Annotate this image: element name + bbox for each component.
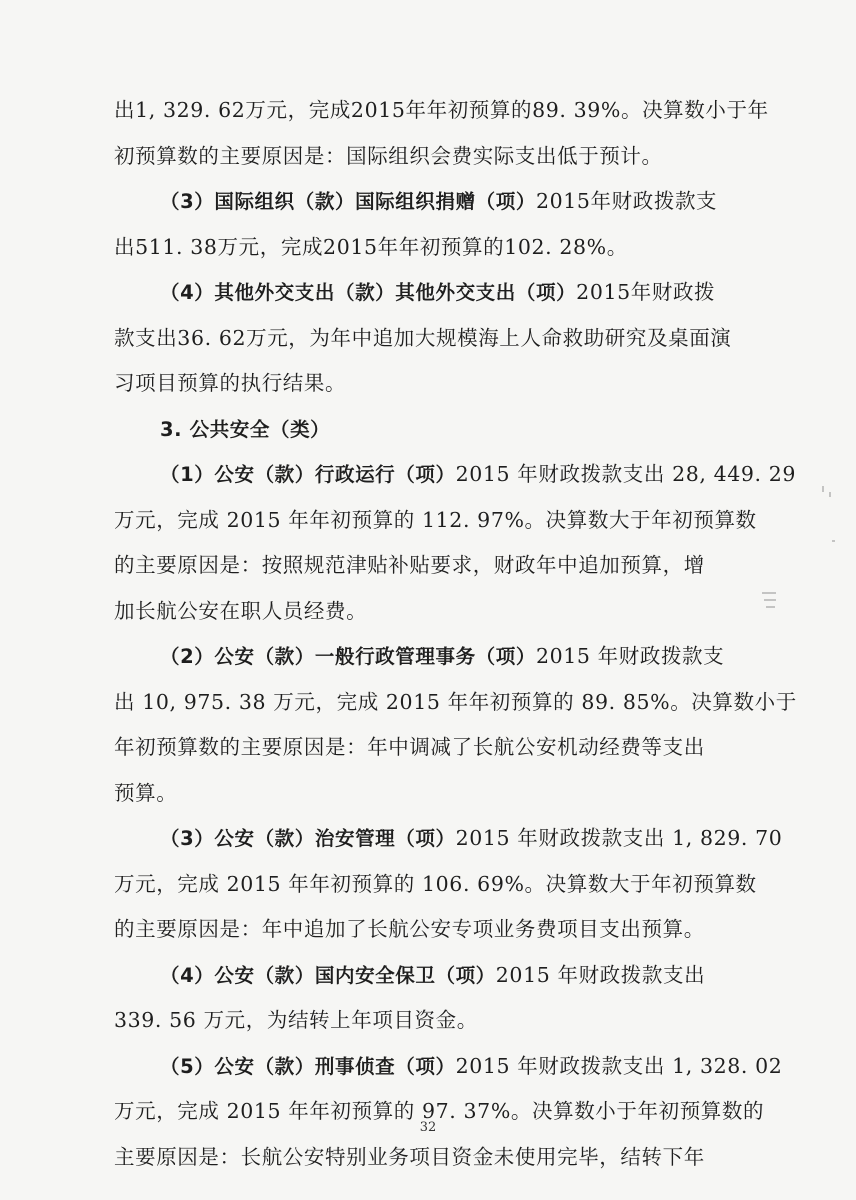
- paragraph-start: （1）公安（款）行政运行（项）2015 年财政拨款支出 28, 449. 29: [160, 462, 797, 486]
- text-line: 万元，完成 2015 年年初预算的 106. 69%。决算数大于年初预算数: [114, 871, 757, 896]
- section-heading: [114, 407, 754, 453]
- text-line: 初预算数的主要原因是：国际组织会费实际支出低于预计。: [114, 143, 663, 168]
- text-line: 预算。: [114, 780, 178, 805]
- paragraph-start: （3）国际组织（款）国际组织捐赠（项）2015年财政拨款支: [160, 189, 718, 213]
- scan-mark: [766, 606, 775, 608]
- body-text: [114, 88, 797, 1180]
- paragraph-start: （2）公安（款）一般行政管理事务（项）2015 年财政拨款支: [160, 644, 725, 668]
- text-line: 款支出36. 62万元，为年中追加大规模海上人命救助研究及桌面演: [114, 325, 732, 350]
- paragraph-start: （4）公安（款）国内安全保卫（项）2015 年财政拨款支出: [160, 962, 706, 987]
- scan-mark: [829, 492, 831, 497]
- item-heading: （5）公安（款）刑事侦查（项）: [160, 1054, 456, 1078]
- text-line: 万元，完成 2015 年年初预算的 97. 37%。决算数小于年初预算数的: [114, 1099, 765, 1123]
- scan-mark: [822, 486, 824, 492]
- text-line: 出511. 38万元，完成2015年年初预算的102. 28%。: [114, 234, 628, 259]
- category-heading: 3. 公共安全（类）: [160, 417, 331, 441]
- item-heading: （3）国际组织（款）国际组织捐赠（项）: [160, 190, 536, 213]
- text-line: 出1, 329. 62万元，完成2015年年初预算的89. 39%。决算数小于年: [114, 98, 769, 122]
- page-number: 32: [419, 1120, 437, 1135]
- text-line: 的主要原因是：按照规范津贴补贴要求，财政年中追加预算，增: [114, 553, 705, 577]
- scan-mark: [762, 592, 776, 594]
- item-heading: （3）公安（款）治安管理（项）: [160, 827, 456, 850]
- text-line: 的主要原因是：年中追加了长航公安专项业务费项目支出预算。: [114, 917, 705, 941]
- text-line: 加长航公安在职人员经费。: [114, 598, 368, 623]
- text-line: 339. 56 万元，为结转上年项目资金。: [114, 1008, 478, 1032]
- text-line: 习项目预算的执行结果。: [114, 371, 347, 395]
- paragraph-start: （3）公安（款）治安管理（项）2015 年财政拨款支出 1, 829. 70: [160, 826, 783, 850]
- paragraph-start: （4）其他外交支出（款）其他外交支出（项）2015年财政拨: [160, 280, 716, 304]
- paragraph-start: （5）公安（款）刑事侦查（项）2015 年财政拨款支出 1, 328. 02: [160, 1053, 783, 1078]
- text-line: 年初预算数的主要原因是：年中调减了长航公安机动经费等支出: [114, 735, 705, 759]
- item-heading: （4）公安（款）国内安全保卫（项）: [160, 963, 496, 987]
- item-heading: （1）公安（款）行政运行（项）: [160, 463, 456, 486]
- text-line: 出 10, 975. 38 万元，完成 2015 年年初预算的 89. 85%。决算数小于: [114, 689, 797, 714]
- text-line: 万元，完成 2015 年年初预算的 112. 97%。决算数大于年初预算数: [114, 507, 757, 532]
- scan-mark: [764, 599, 776, 601]
- item-heading: （2）公安（款）一般行政管理事务（项）: [160, 645, 536, 668]
- text-line: 主要原因是：长航公安特别业务项目资金未使用完毕，结转下年: [114, 1144, 705, 1169]
- item-heading: （4）其他外交支出（款）其他外交支出（项）: [160, 281, 577, 304]
- scan-mark: [832, 540, 835, 542]
